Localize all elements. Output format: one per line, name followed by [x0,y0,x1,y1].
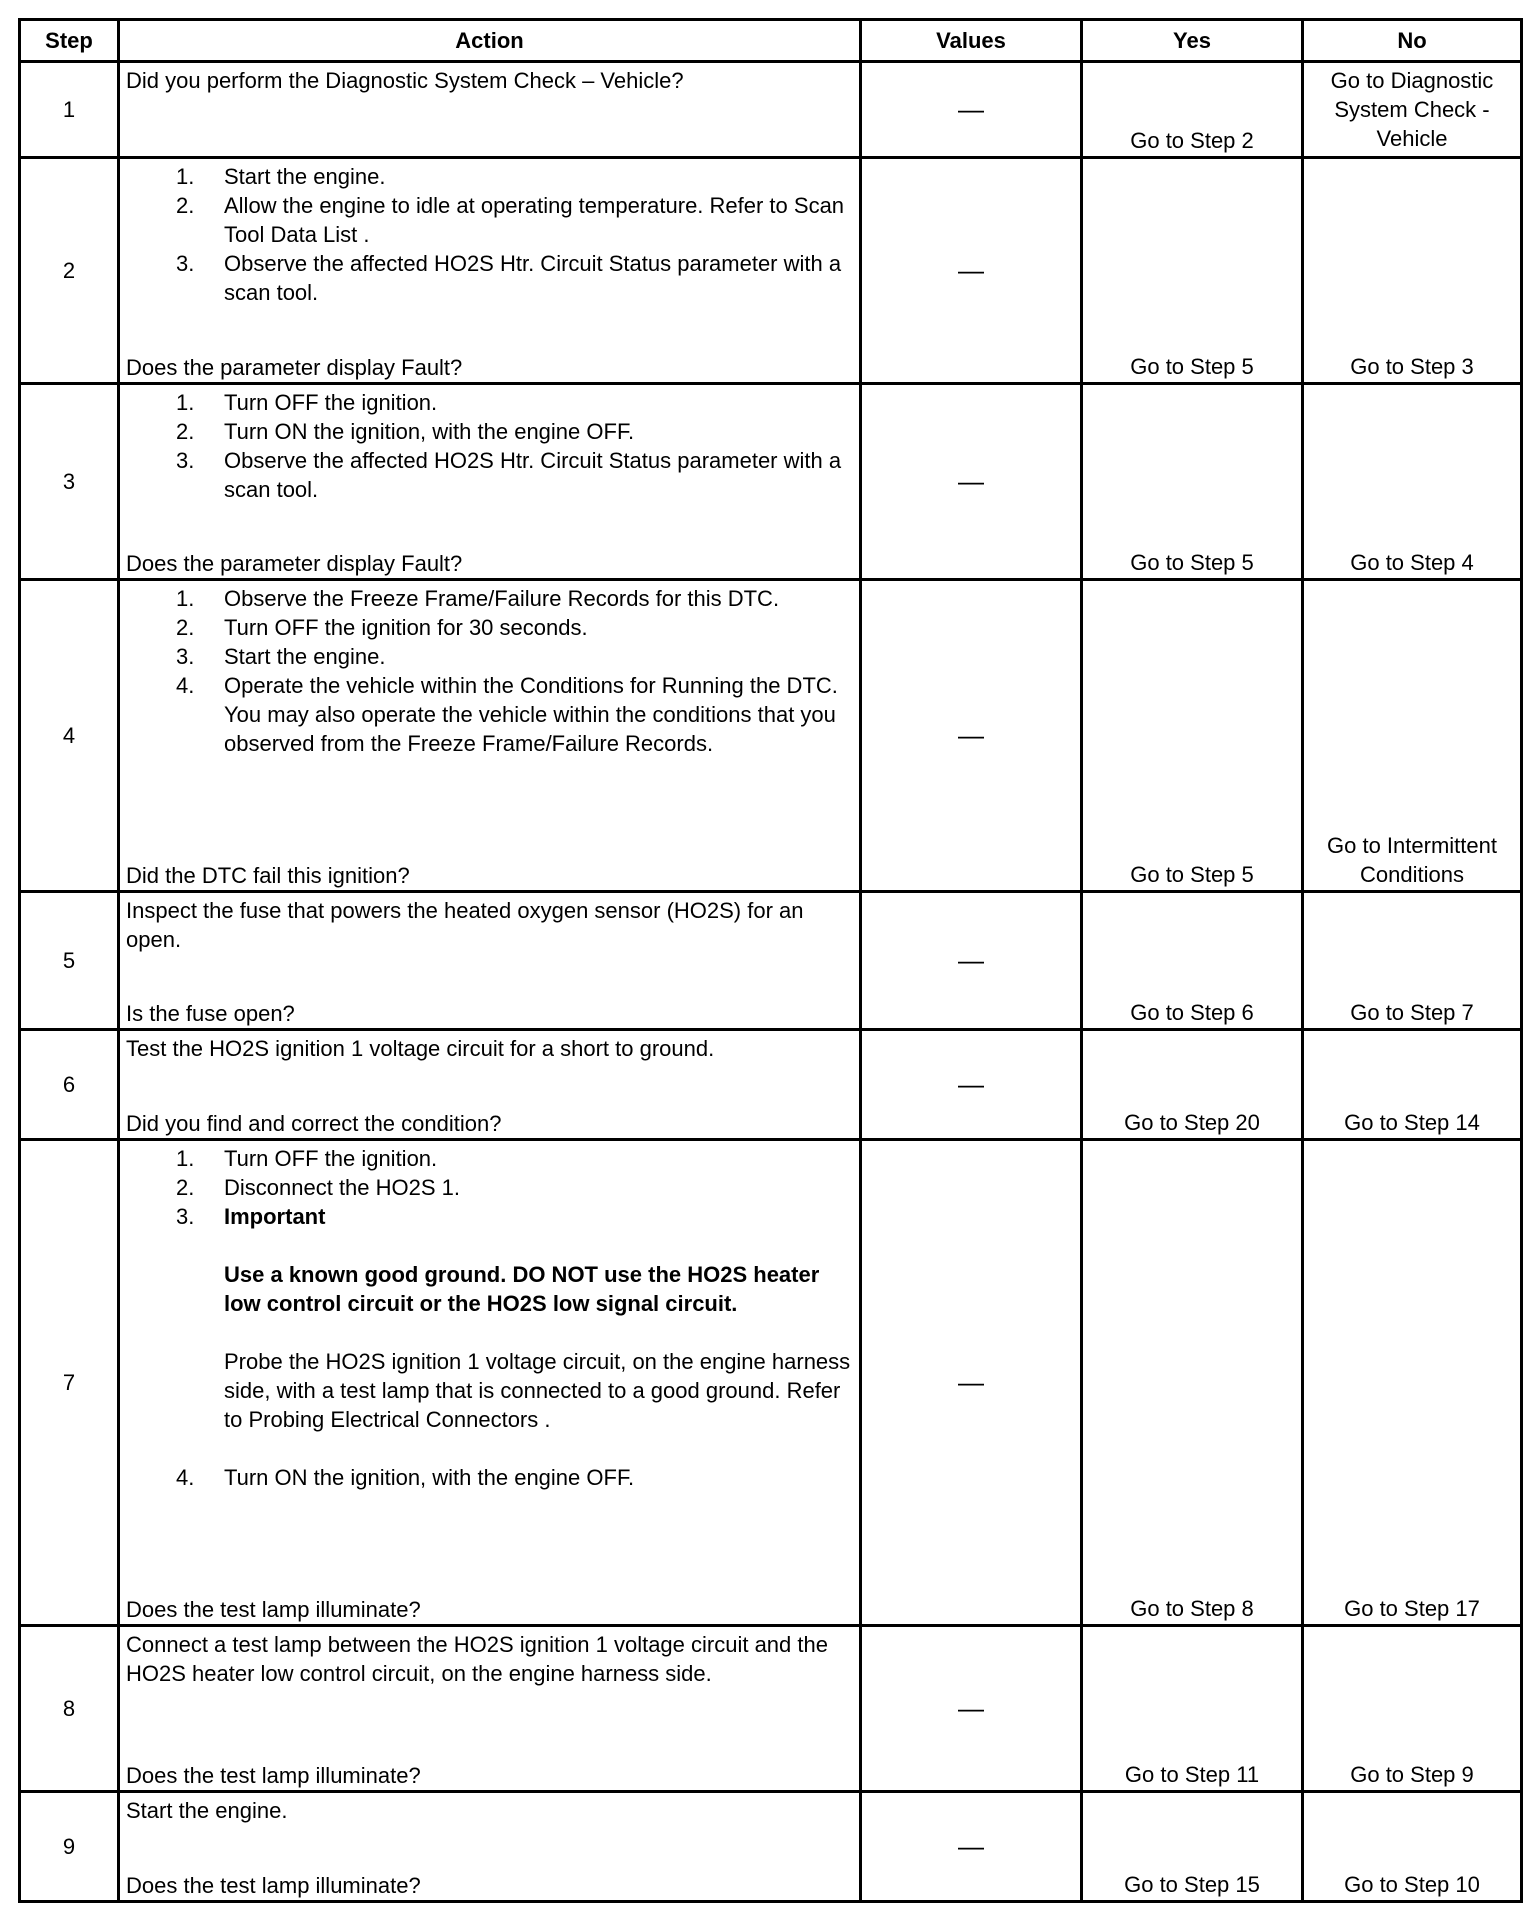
header-yes: Yes [1082,20,1303,62]
values-cell: — [861,158,1082,384]
yes-link[interactable]: Go to Step 5 [1130,862,1254,887]
action-cell [119,580,861,892]
no-cell [1303,1626,1522,1792]
action-intro: Inspect the fuse that powers the heated oxygen sensor (HO2S) for an open. [126,898,804,952]
step-number: 6 [20,1030,119,1140]
table-row [20,1030,1522,1140]
action-question: Does the test lamp illuminate? [126,1873,421,1898]
action-question: Does the test lamp illuminate? [126,1763,421,1788]
header-row [20,20,1522,62]
list-item: 1. Observe the Freeze Frame/Failure Records for this DTC. [176,586,780,611]
list-item: 4. Turn ON the ignition, with the engine OFF. [176,1465,635,1490]
no-link[interactable]: Go to Step 3 [1350,354,1474,379]
action-list [126,1144,853,1492]
yes-link[interactable]: Go to Step 6 [1130,1000,1254,1025]
action-intro: Start the engine. [126,1798,288,1823]
yes-link[interactable]: Go to Step 20 [1124,1110,1260,1135]
yes-cell [1082,1140,1303,1626]
action-list [126,388,853,504]
step-number: 7 [20,1140,119,1626]
list-item: 1. Start the engine. [176,164,386,189]
list-item: 2. Turn ON the ignition, with the engine OFF. [176,419,635,444]
list-item: 2. Disconnect the HO2S 1. [176,1175,461,1200]
values-cell: — [861,1140,1082,1626]
list-item: 3. Important [176,1204,326,1229]
action-question: Does the parameter display Fault? [126,355,463,380]
important-note: Use a known good ground. DO NOT use the HO2S heater low control circuit or the HO2S low signal circuit. [224,1262,820,1316]
list-item: 1. Turn OFF the ignition. [176,390,438,415]
action-cell [119,892,861,1030]
action-question: Does the test lamp illuminate? [126,1597,421,1622]
list-item [126,1231,853,1463]
no-link[interactable]: Go to Step 10 [1344,1872,1480,1897]
yes-link[interactable]: Go to Step 5 [1130,354,1254,379]
action-question: Did the DTC fail this ignition? [126,863,410,888]
table-row [20,62,1522,158]
probe-instructions: Probe the HO2S ignition 1 voltage circuit, on the engine harness side, with a test lamp that is connected to a good ground. Refer to Probing Electrical Connectors . [224,1349,851,1432]
list-item: 4. Operate the vehicle within the Conditions for Running the DTC. You may also operate the vehicle within the conditions that you observed from the Freeze Frame/Failure Records. [176,673,838,756]
table-row [20,1140,1522,1626]
table-row [20,1792,1522,1902]
yes-link[interactable]: Go to Step 11 [1124,1762,1260,1787]
list-item: 2. Turn OFF the ignition for 30 seconds. [176,615,588,640]
no-cell [1303,580,1522,892]
action-cell [119,1030,861,1140]
no-cell [1303,892,1522,1030]
no-link[interactable]: Go to Step 7 [1350,1000,1474,1025]
step-number: 1 [20,62,119,158]
action-cell [119,158,861,384]
list-item: 3. Start the engine. [176,644,386,669]
action-list [126,584,853,758]
action-cell [119,62,861,158]
action-cell [119,1626,861,1792]
yes-cell [1082,892,1303,1030]
table-row [20,158,1522,384]
list-item: 2. Allow the engine to idle at operating temperature. Refer to Scan Tool Data List . [176,193,845,247]
yes-link[interactable]: Go to Step 8 [1130,1596,1254,1621]
yes-cell [1082,384,1303,580]
no-cell [1303,62,1522,158]
list-item: 1. Turn OFF the ignition. [176,1146,438,1171]
action-cell [119,1792,861,1902]
values-cell: — [861,1792,1082,1902]
values-cell: — [861,384,1082,580]
no-link[interactable]: Go to Diagnostic System Check - Vehicle [1330,67,1494,151]
action-question: Did you find and correct the condition? [126,1111,502,1136]
yes-link[interactable]: Go to Step 2 [1130,128,1254,153]
header-step: Step [20,20,119,62]
step-number: 5 [20,892,119,1030]
table-row [20,580,1522,892]
no-cell [1303,1792,1522,1902]
values-cell: — [861,62,1082,158]
values-cell: — [861,1030,1082,1140]
values-cell: — [861,580,1082,892]
yes-cell [1082,62,1303,158]
action-cell [119,384,861,580]
step-number: 8 [20,1626,119,1792]
list-item: 3. Observe the affected HO2S Htr. Circuit Status parameter with a scan tool. [176,251,842,305]
diagnostic-table [18,18,1523,1903]
yes-cell [1082,158,1303,384]
header-values: Values [861,20,1082,62]
values-cell: — [861,1626,1082,1792]
action-intro: Test the HO2S ignition 1 voltage circuit for a short to ground. [126,1036,715,1061]
step-number: 3 [20,384,119,580]
table-row [20,1626,1522,1792]
header-action: Action [119,20,861,62]
step-number: 2 [20,158,119,384]
action-question: Is the fuse open? [126,1001,295,1026]
no-cell [1303,1030,1522,1140]
action-intro: Connect a test lamp between the HO2S ignition 1 voltage circuit and the HO2S heater low control circuit, on the engine harness side. [126,1632,828,1686]
yes-cell [1082,580,1303,892]
no-link[interactable]: Go to Step 9 [1350,1762,1474,1787]
header-no: No [1303,20,1522,62]
no-link[interactable]: Go to Intermittent Conditions [1327,833,1497,887]
no-cell [1303,384,1522,580]
yes-cell [1082,1792,1303,1902]
action-cell [119,1140,861,1626]
step-number: 4 [20,580,119,892]
list-item: 3. Observe the affected HO2S Htr. Circuit Status parameter with a scan tool. [176,448,842,502]
step-number: 9 [20,1792,119,1902]
table-row [20,892,1522,1030]
no-cell [1303,158,1522,384]
action-list [126,162,853,307]
no-cell [1303,1140,1522,1626]
no-link[interactable]: Go to Step 4 [1350,550,1474,575]
yes-link[interactable]: Go to Step 15 [1124,1872,1260,1897]
yes-link[interactable]: Go to Step 5 [1130,550,1254,575]
table-row [20,384,1522,580]
action-intro: Did you perform the Diagnostic System Check – Vehicle? [126,68,684,93]
values-cell: — [861,892,1082,1030]
no-link[interactable]: Go to Step 17 [1344,1596,1480,1621]
no-link[interactable]: Go to Step 14 [1344,1110,1480,1135]
yes-cell [1082,1030,1303,1140]
action-question: Does the parameter display Fault? [126,551,463,576]
yes-cell [1082,1626,1303,1792]
